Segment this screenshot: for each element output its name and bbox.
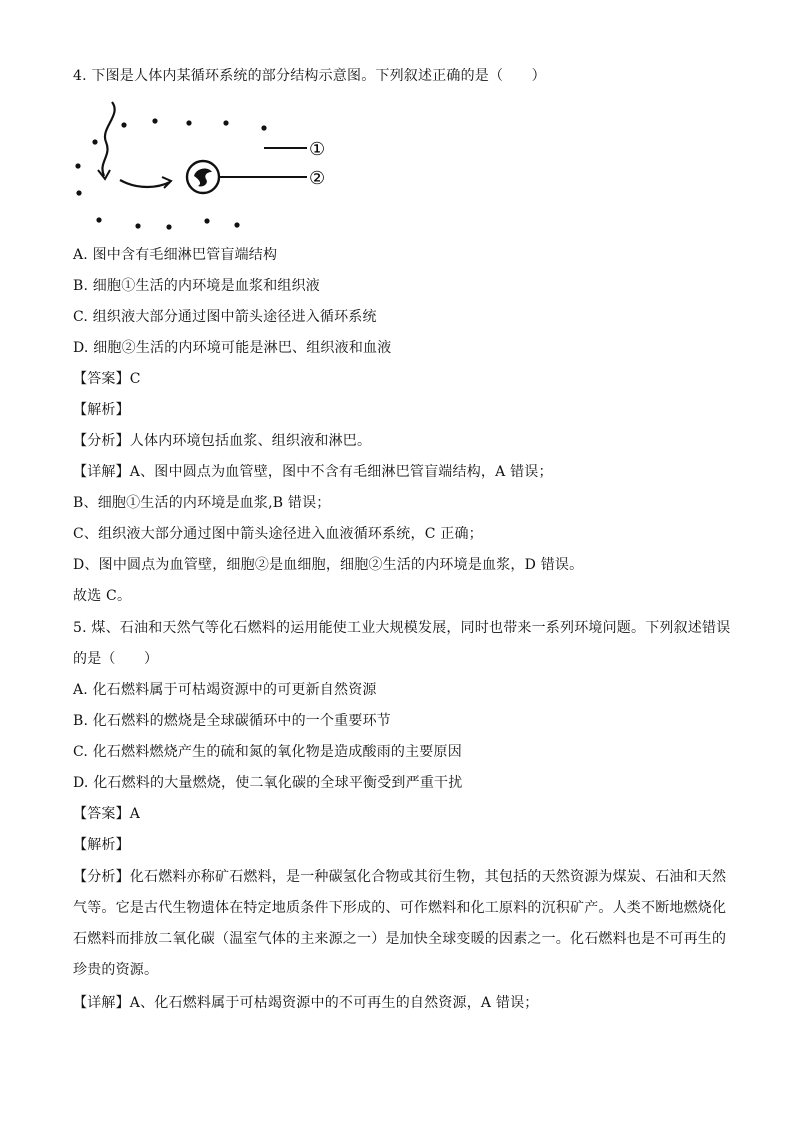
- q5-fenxi-line2: 气等。它是古代生物遗体在特定地质条件下形成的、可作燃料和化工原料的沉积矿产。人类不断地燃烧化: [73, 900, 727, 916]
- q4-option-d: D. 细胞②生活的内环境可能是淋巴、组织液和血液: [73, 340, 392, 356]
- q4-analysis-heading: 【解析】: [73, 402, 130, 418]
- label-1: ①: [309, 139, 326, 160]
- q4-conclusion: 故选 C。: [73, 588, 132, 604]
- q4-answer: 【答案】C: [73, 371, 141, 387]
- q5-option-d: D. 化石燃料的大量燃烧，使二氧化碳的全球平衡受到严重干扰: [73, 775, 463, 791]
- wavy-line: [102, 102, 114, 176]
- q4-option-b: B. 细胞①生活的内环境是血浆和组织液: [73, 278, 320, 294]
- q4-xiangjie-b: B、细胞①生活的内环境是血浆,B 错误；: [73, 495, 331, 511]
- q5-stem-line2: 的是（ ）: [73, 651, 159, 667]
- q4-stem: 4. 下图是人体内某循环系统的部分结构示意图。下列叙述正确的是（ ）: [73, 68, 546, 84]
- q4-xiangjie-c: C、组织液大部分通过图中箭头途径进入血液循环系统，C 正确；: [73, 526, 483, 542]
- q5-answer: 【答案】A: [73, 806, 141, 822]
- circulation-diagram-svg: [70, 100, 340, 235]
- q5-stem-line1: 5. 煤、石油和天然气等化石燃料的运用能使工业大规模发展，同时也带来一系列环境问题。下列叙述错误: [73, 620, 731, 636]
- q5-option-b: B. 化石燃料的燃烧是全球碳循环中的一个重要环节: [73, 713, 391, 729]
- q4-option-c: C. 组织液大部分通过图中箭头途径进入循环系统: [73, 309, 377, 325]
- label-2: ②: [309, 168, 326, 189]
- q4-fenxi: 【分析】人体内环境包括血浆、组织液和淋巴。: [73, 433, 372, 449]
- q4-xiangjie-a: 【详解】A、图中圆点为血管壁，图中不含有毛细淋巴管盲端结构，A 错误；: [73, 464, 553, 480]
- curved-arrow: [120, 180, 170, 187]
- q5-xiangjie-a: 【详解】A、化石燃料属于可枯竭资源中的不可再生的自然资源，A 错误；: [73, 995, 539, 1011]
- q4-xiangjie-d: D、图中圆点为血管壁，细胞②是血细胞，细胞②生活的内环境是血浆，D 错误。: [73, 557, 584, 573]
- q5-option-a: A. 化石燃料属于可枯竭资源中的可更新自然资源: [73, 682, 377, 698]
- q5-fenxi-line1: 【分析】化石燃料亦称矿石燃料，是一种碳氢化合物或其衍生物，其包括的天然资源为煤炭、石油和天然: [73, 869, 727, 885]
- q5-option-c: C. 化石燃料燃烧产生的硫和氮的氧化物是造成酸雨的主要原因: [73, 744, 462, 760]
- q5-fenxi-line4: 珍贵的资源。: [73, 962, 159, 978]
- q5-fenxi-line3: 石燃料而排放二氧化碳（温室气体的主来源之一）是加快全球变暖的因素之一。化石燃料也是不可再生的: [73, 931, 727, 947]
- q4-option-a: A. 图中含有毛细淋巴管盲端结构: [73, 247, 278, 263]
- circulation-diagram: [70, 100, 340, 235]
- q5-analysis-heading: 【解析】: [73, 837, 130, 853]
